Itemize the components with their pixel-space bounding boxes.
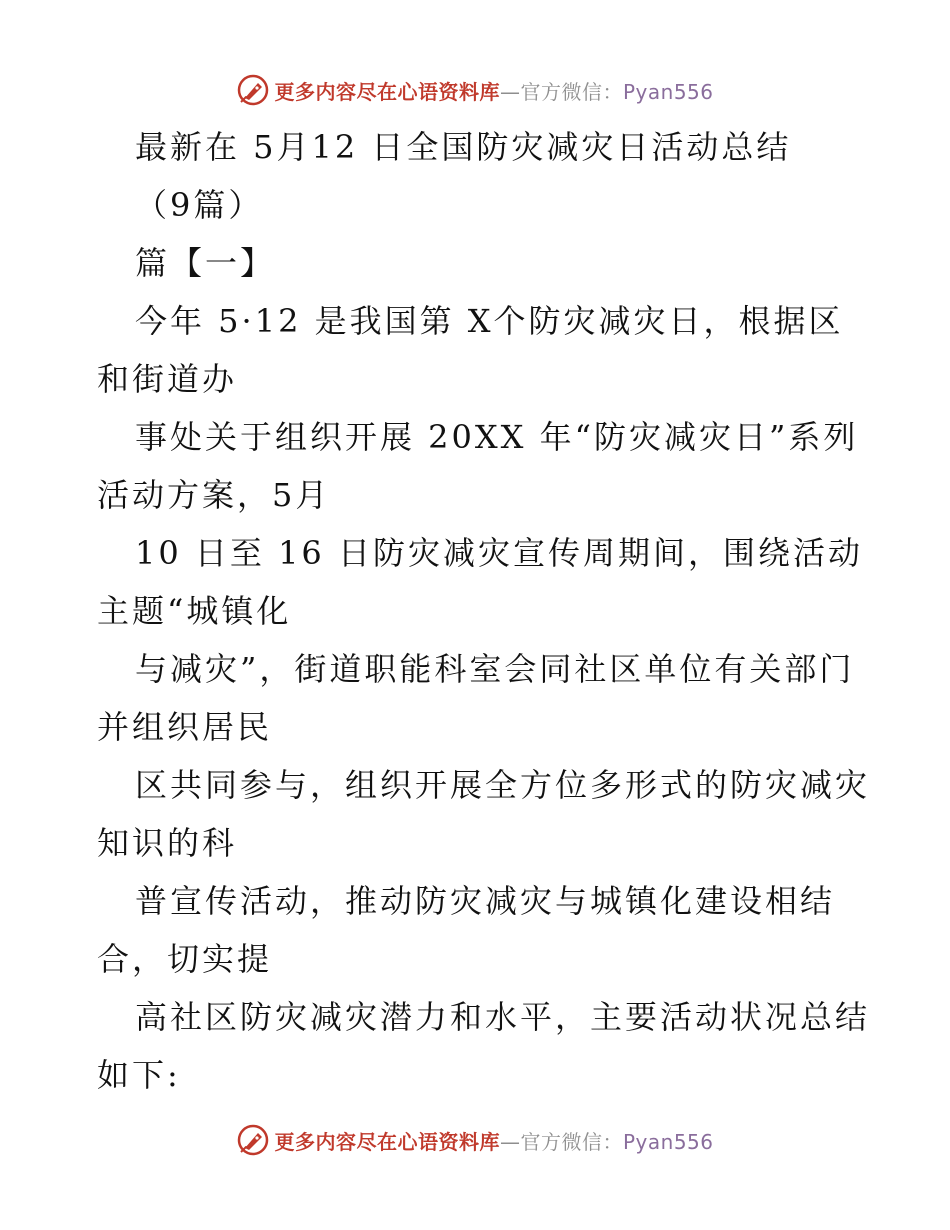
document-body [97, 118, 871, 1104]
document-title-line-2: （9篇） [135, 186, 264, 224]
paragraph-line: 今年 5·12 是我国第 X个防灾减灾日，根据区 [135, 302, 844, 340]
paragraph-line: 主题“城镇化 [97, 592, 292, 630]
banner-site-name: 更多内容尽在心语资料库 [274, 79, 500, 104]
banner-wechat-id: Pyan556 [622, 79, 714, 104]
paragraph-line: 普宣传活动，推动防灾减灾与城镇化建设相结 [135, 882, 836, 920]
section-heading: 篇【一】 [135, 244, 276, 282]
document-title-line-1: 最新在 5月12 日全国防灾减灾日活动总结 [135, 128, 792, 166]
banner-wechat-label: 官方微信： [520, 1129, 623, 1154]
footer-watermark-banner [0, 1120, 950, 1160]
banner-text [274, 76, 713, 105]
paragraph-line: 事处关于组织开展 20XX 年“防灾减灾日”系列 [135, 418, 859, 456]
paragraph-line: 与减灾”，街道职能科室会同社区单位有关部门 [135, 650, 855, 688]
paragraph-line: 区共同参与，组织开展全方位多形式的防灾减灾 [135, 766, 871, 804]
banner-wechat-label: 官方微信： [520, 79, 623, 104]
banner-text [274, 1126, 713, 1155]
paragraph-line: 合，切实提 [97, 940, 273, 978]
pen-nib-circle-logo-icon [236, 73, 270, 107]
paragraph-line: 并组织居民 [97, 708, 273, 746]
pen-nib-circle-logo-icon [236, 1123, 270, 1157]
banner-wechat-id: Pyan556 [622, 1129, 714, 1154]
paragraph-line: 和街道办 [97, 360, 238, 398]
paragraph-line: 知识的科 [97, 824, 238, 862]
banner-dash: — [499, 1129, 521, 1154]
paragraph-line: 10 日至 16 日防灾减灾宣传周期间，围绕活动 [135, 534, 863, 572]
paragraph-line: 如下: [97, 1056, 181, 1094]
banner-site-name: 更多内容尽在心语资料库 [274, 1129, 500, 1154]
banner-dash: — [499, 79, 521, 104]
paragraph-line: 活动方案，5月 [97, 476, 331, 514]
paragraph-line: 高社区防灾减灾潜力和水平，主要活动状况总结 [135, 998, 871, 1036]
header-watermark-banner [0, 70, 950, 110]
